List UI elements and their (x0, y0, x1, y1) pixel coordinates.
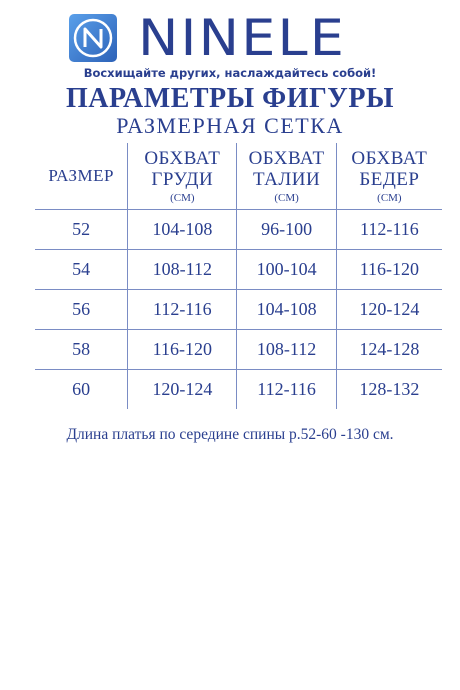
table-row (35, 330, 442, 370)
header-bust-line1: ОБХВАТ (144, 147, 221, 169)
header-hips-unit: (СМ) (377, 191, 402, 204)
page-title: ПАРАМЕТРЫ ФИГУРЫ (66, 83, 394, 114)
header-waist-unit: (СМ) (274, 191, 299, 204)
header-waist (237, 143, 336, 210)
cell-hips: 116-120 (336, 250, 442, 290)
brand-slogan: Восхищайте других, наслаждайтесь собой! (83, 66, 377, 80)
header-waist-line1: ОБХВАТ (248, 147, 325, 169)
cell-hips: 128-132 (336, 370, 442, 410)
cell-size: 54 (35, 250, 128, 290)
cell-size: 58 (35, 330, 128, 370)
header-size: РАЗМЕР (35, 143, 128, 210)
header-hips-line1: ОБХВАТ (351, 147, 428, 169)
table-header-row (35, 143, 442, 210)
cell-bust: 116-120 (128, 330, 237, 370)
header-bust (128, 143, 237, 210)
cell-bust: 120-124 (128, 370, 237, 410)
cell-waist: 100-104 (237, 250, 336, 290)
cell-size: 52 (35, 210, 128, 250)
header-hips-line2: БЕДЕР (359, 168, 420, 190)
page-subtitle: РАЗМЕРНАЯ СЕТКА (116, 113, 344, 138)
cell-waist: 104-108 (237, 290, 336, 330)
cell-waist: 96-100 (237, 210, 336, 250)
table-row (35, 290, 442, 330)
dress-length-note: Длина платья по середине спины р.52-60 -130 см. (66, 426, 394, 443)
cell-waist: 108-112 (237, 330, 336, 370)
n-monogram-icon (68, 13, 118, 63)
cell-bust: 104-108 (128, 210, 237, 250)
header-bust-line2: ГРУДИ (151, 168, 214, 190)
size-chart-table (35, 143, 442, 409)
header-waist-line2: ТАЛИИ (252, 168, 321, 190)
brand-header (68, 9, 398, 67)
cell-bust: 108-112 (128, 250, 237, 290)
table-row (35, 370, 442, 410)
header-bust-unit: (СМ) (170, 191, 195, 204)
cell-waist: 112-116 (237, 370, 336, 410)
cell-hips: 120-124 (336, 290, 442, 330)
cell-hips: 124-128 (336, 330, 442, 370)
cell-size: 56 (35, 290, 128, 330)
table-row (35, 250, 442, 290)
brand-logo-text: NINELE (138, 9, 347, 67)
cell-size: 60 (72, 379, 91, 399)
cell-hips: 112-116 (336, 210, 442, 250)
header-hips (336, 143, 442, 210)
cell-bust: 112-116 (128, 290, 237, 330)
table-row (35, 210, 442, 250)
